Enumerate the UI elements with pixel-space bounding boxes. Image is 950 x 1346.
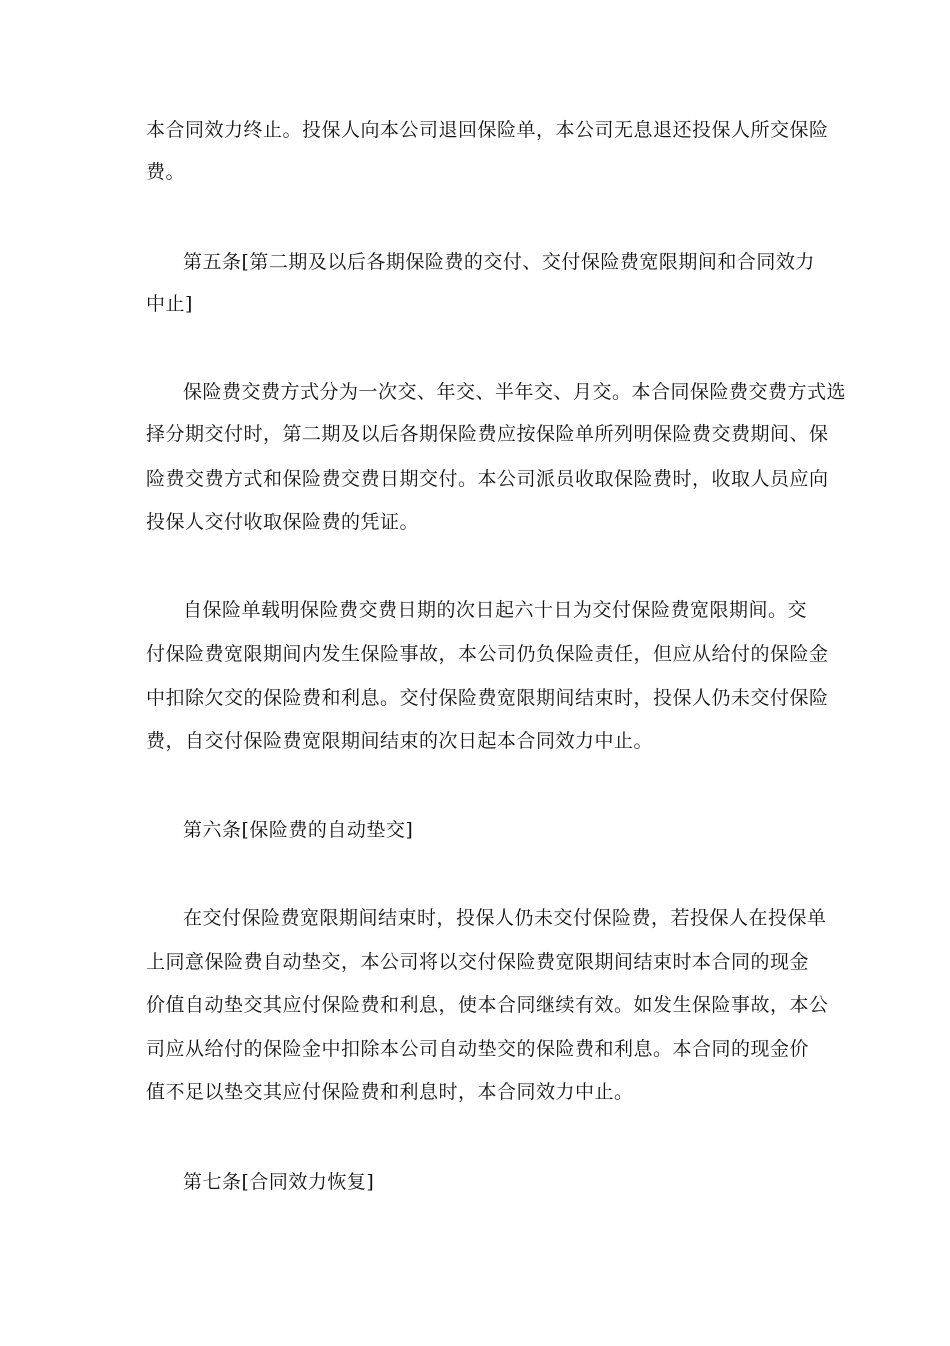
paragraph-line: 投保人交付收取保险费的凭证。 bbox=[146, 511, 420, 533]
paragraph-line: 费。 bbox=[146, 161, 186, 183]
paragraph-line: 价值自动垫交其应付保险费和利息，使本合同继续有效。如发生保险事故，本公 bbox=[146, 994, 829, 1016]
paragraph-line: 司应从给付的保险金中扣除本公司自动垫交的保险费和利息。本合同的现金价 bbox=[146, 1038, 810, 1060]
paragraph-line: 保险费交费方式分为一次交、年交、半年交、月交。本合同保险费交费方式选 bbox=[183, 381, 847, 403]
paragraph-line: 费，自交付保险费宽限期间结束的次日起本合同效力中止。 bbox=[146, 730, 654, 752]
paragraph-line: 付保险费宽限期间内发生保险事故，本公司仍负保险责任，但应从给付的保险金 bbox=[146, 643, 829, 665]
paragraph-line: 险费交费方式和保险费交费日期交付。本公司派员收取保险费时，收取人员应向 bbox=[146, 468, 829, 490]
article-6-heading: 第六条[保险费的自动垫交] bbox=[183, 819, 414, 841]
paragraph-line: 上同意保险费自动垫交，本公司将以交付保险费宽限期间结束时本合同的现金 bbox=[146, 951, 810, 973]
paragraph-line: 中扣除欠交的保险费和利息。交付保险费宽限期间结束时，投保人仍未交付保险 bbox=[146, 687, 829, 709]
article-5-heading-cont: 中止] bbox=[146, 293, 193, 315]
paragraph-line: 值不足以垫交其应付保险费和利息时，本合同效力中止。 bbox=[146, 1081, 634, 1103]
paragraph-line: 择分期交付时，第二期及以后各期保险费应按保险单所列明保险费交费期间、保 bbox=[146, 423, 829, 445]
article-5-heading: 第五条[第二期及以后各期保险费的交付、交付保险费宽限期间和合同效力 bbox=[183, 251, 815, 273]
paragraph-line: 本合同效力终止。投保人向本公司退回保险单，本公司无息退还投保人所交保险 bbox=[146, 119, 829, 141]
article-7-heading: 第七条[合同效力恢复] bbox=[183, 1171, 375, 1193]
paragraph-line: 自保险单载明保险费交费日期的次日起六十日为交付保险费宽限期间。交 bbox=[183, 599, 808, 621]
paragraph-line: 在交付保险费宽限期间结束时，投保人仍未交付保险费，若投保人在投保单 bbox=[183, 907, 827, 929]
